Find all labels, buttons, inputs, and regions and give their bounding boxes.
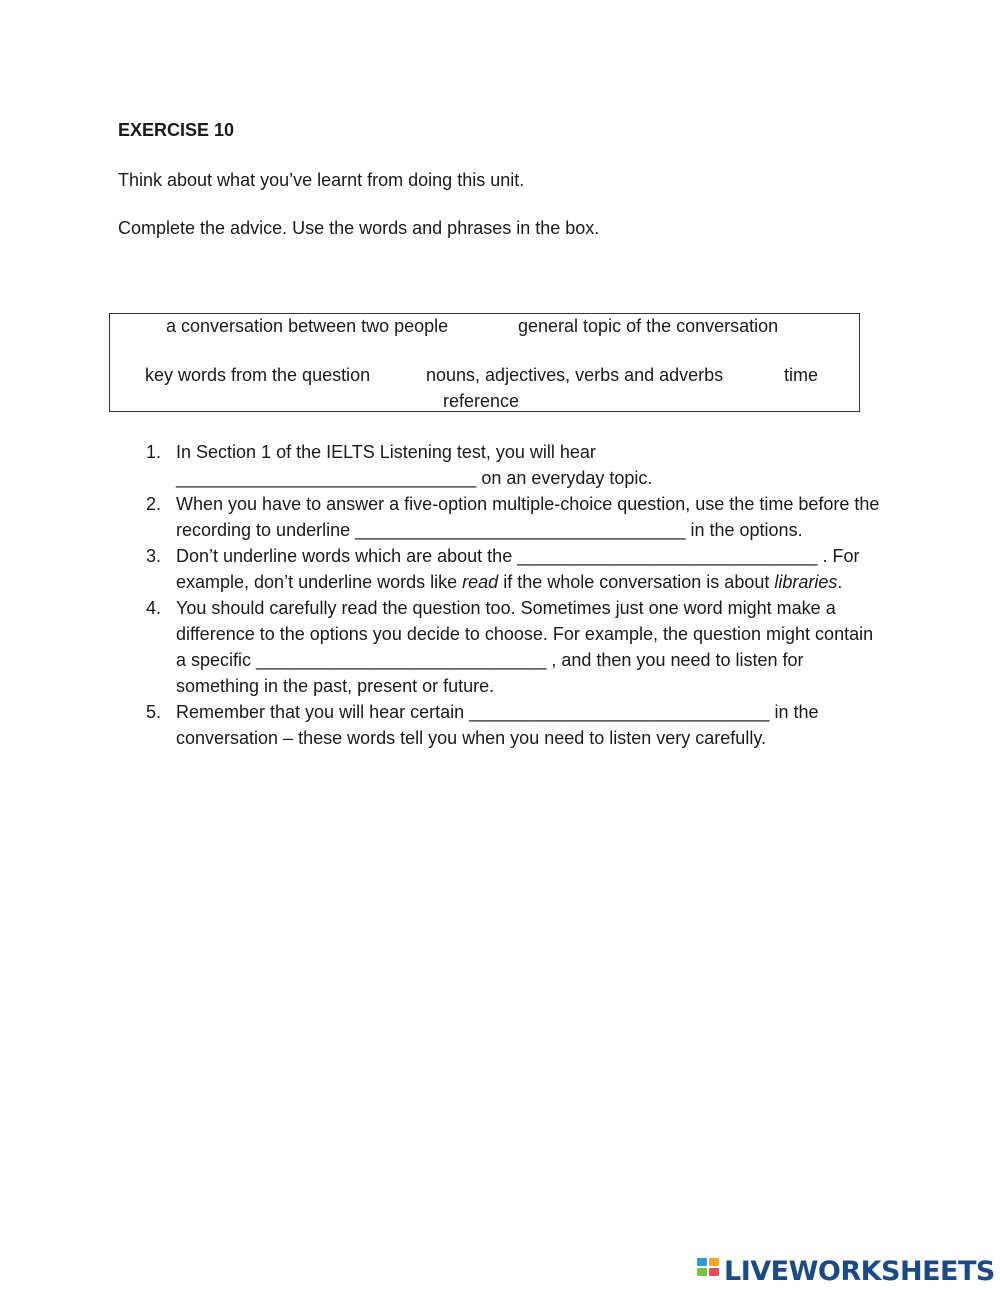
item-text: Remember that you will hear certain: [176, 702, 470, 722]
word-option[interactable]: key words from the question: [145, 365, 371, 385]
item-emphasis: libraries: [774, 572, 838, 592]
liveworksheets-logo[interactable]: [697, 1256, 995, 1286]
item-number: 2.: [146, 494, 162, 514]
item-number: 5.: [146, 702, 162, 722]
item-number: 1.: [146, 442, 162, 462]
item-emphasis: read: [462, 572, 499, 592]
list-item: [146, 699, 886, 751]
word-box: [109, 313, 860, 412]
word-option[interactable]: time: [784, 365, 819, 385]
list-item: [146, 543, 886, 595]
item-text: When you have to answer a five-option multiple-choice question, use the time before the recording to underline: [176, 494, 880, 540]
item-text: in the conversation – these words tell you when you need to listen very carefully.: [176, 702, 819, 748]
logo-text: LIVEWORKSHEETS: [724, 1255, 995, 1287]
item-text: .: [837, 572, 843, 592]
item-text: on an everyday topic.: [476, 468, 653, 488]
logo-mark-icon: [697, 1258, 721, 1284]
answer-blank-5[interactable]: ______________________________: [469, 702, 770, 722]
answer-blank-4[interactable]: _____________________________: [256, 650, 547, 670]
word-option-continued: reference: [443, 391, 520, 411]
item-text: Don’t underline words which are about the: [176, 546, 518, 566]
instruction-complete: Complete the advice. Use the words and phrases in the box.: [118, 218, 600, 238]
exercise-title: EXERCISE 10: [118, 120, 235, 140]
word-option[interactable]: general topic of the conversation: [518, 316, 779, 336]
item-number: 3.: [146, 546, 162, 566]
item-text: You should carefully read the question too. Sometimes just one word might make a difference to the options you decide to choose. For example, the question might contain a specific: [176, 598, 874, 670]
item-text: In Section 1 of the IELTS Listening test, you will hear: [176, 442, 596, 462]
word-option[interactable]: nouns, adjectives, verbs and adverbs: [426, 365, 724, 385]
item-text: . For example, don’t underline words like: [176, 546, 860, 592]
list-item: [146, 439, 886, 491]
answer-blank-1[interactable]: ______________________________: [176, 468, 477, 488]
list-item: [146, 491, 886, 543]
answer-blank-2[interactable]: _________________________________: [355, 520, 686, 540]
list-item: [146, 595, 886, 699]
advice-list: [146, 439, 886, 751]
answer-blank-3[interactable]: ______________________________: [517, 546, 818, 566]
item-text: in the options.: [685, 520, 803, 540]
item-number: 4.: [146, 598, 162, 618]
item-text: if the whole conversation is about: [498, 572, 775, 592]
instruction-think: Think about what you’ve learnt from doing this unit.: [118, 170, 525, 190]
item-text: , and then you need to listen for something in the past, present or future.: [176, 650, 804, 696]
word-option[interactable]: a conversation between two people: [166, 316, 449, 336]
